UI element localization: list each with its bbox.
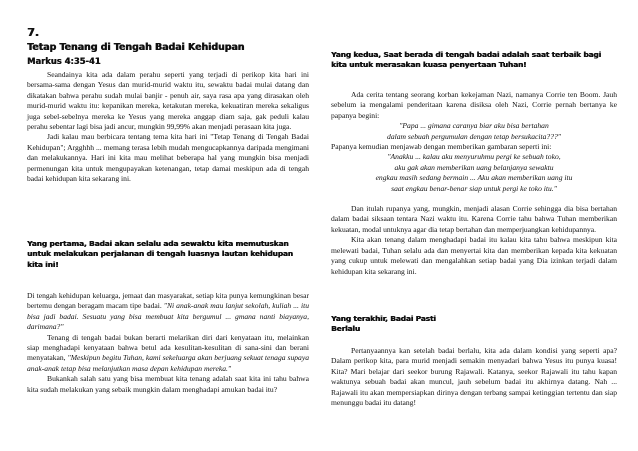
quote-2-line-2: aku gak akan memberikan uang belanjanya sewaktu <box>394 162 554 172</box>
subheading-first-block <box>27 239 309 270</box>
right-body-block <box>331 90 617 277</box>
final-block <box>331 346 617 408</box>
body-block <box>27 291 309 395</box>
subheading-second-block <box>331 50 617 71</box>
section-number: 7. <box>27 26 39 39</box>
paragraph-9: Kita akan tenang dalam menghadapi badai itu kalau kita tahu bahwa meskipun kita melewati badai, Tuhan selalu ada dan menyertai kita dan memberikan kepada kita kekuatan yang cukup untuk melewati dan mengalahkan setiap badai yang Dia izinkan terjadi dalam kehidupan kita sekarang ini. <box>331 235 617 276</box>
subheading-first: Yang pertama, Badai akan selalu ada sewaktu kita memutuskan untuk melakukan perjalanan di tengah luasnya lautan kehidupan kita ini! <box>27 239 293 269</box>
paragraph-4-quote: "Meskipun begitu Tuhan, kami sekeluarga akan berjuang sekuat tenaga supaya anak-anak tetap bisa melanjutkan masa depan kehidupan mereka." <box>27 353 309 373</box>
paragraph-2: Jadi kalau mau berbicara tentang tema kita hari ini "Tetap Tenang di Tengah Badai Kehidupan"; Argghhh ... memang terasa lebih mudah mengucapkannya daripada mengimani dan melakukannya. Hari ini kita mau melihat beberapa hal yang mungkin bisa menjadi permenungan kita untuk mengupayakan ketenangan, tetap damai meskipun ada di tengah badai kehidupan kita sekarang ini. <box>27 132 309 184</box>
paragraph-6: Ada cerita tentang seorang korban kekejaman Nazi, namanya Corrie ten Boom. Jauh sebelum ia mengalami penderitaan karena disiksa oleh Nazi, Corrie pernah bertanya ke papanya begini: <box>331 90 617 120</box>
paragraph-3-quote: "Ni anak-anak mau lanjut sekolah, kuliah ... itu bisa jadi badai. Sesuatu yang bisa membuat kita bergumul ... gmana nanti biayanya, darimana?" <box>27 301 309 332</box>
paragraph-7: Papanya kemudian menjawab dengan memberikan gambaran seperti ini: <box>331 142 552 152</box>
page-title: Tetap Tenang di Tengah Badai Kehidupan <box>27 42 245 53</box>
scripture-reference: Markus 4:35-41 <box>27 56 101 66</box>
paragraph-1: Seandainya kita ada dalam perahu seperti yang terjadi di perikop kita hari ini bersama-sama dengan Yesus dan murid-murid waktu itu, sewaktu badai mulai datang dan dikatakan bahwa perahu sudah mulai banjir - penuh air, saya rasa apa yang dirasakan oleh murid-murid waktu itu: kepanikan mereka, ketakutan mereka, kekuatiran mereka sekaligus juga sebel-sebelnya mereka ke Yesus yang mereka anggap diam saja, gak peduli kalau perahu sebentar lagi bisa jadi ancur, mungkin 99,99% akan menjadi perasaan kita juga. <box>27 70 309 132</box>
quote-1-line-1: "Papa ... gimana caranya biar aku bisa bertahan <box>399 121 549 131</box>
paragraph-10: Pertanyaannya kan setelah badai berlalu, kita ada dalam kondisi yang seperti apa? Dalam perikop kita, para murid menjadi semakin menyadari bahwa Yesus itu punya kuasa! Kita? Mari belajar dari seekor burung Rajawali. Katanya, seekor Rajawali itu tahu kapan waktunya sebuah badai akan muncul, jauh sebelum badai itu akhirnya datang. Nah ... Rajawali itu akan mempersiapkan dirinya dengan terbang sampai ketinggian tertentu dan siap menunggu badai itu datang! <box>331 346 617 408</box>
paragraph-4 <box>27 333 309 375</box>
subheading-third-block <box>331 314 617 335</box>
subheading-third: Yang terakhir, Badai Pasti Berlalu <box>331 314 436 334</box>
paragraph-4-text: Tenang di tengah badai bukan berarti melarikan diri dari kenyataan itu, melainkan siap menghadapi kenyataan bahwa betul ada kesulitan-kesulitan di sana-sini dan berani menyatakan, <box>27 332 309 363</box>
quote-1-line-2: dalam sebuah pergumulan dengan tetap bersukacita???" <box>387 131 561 141</box>
paragraph-3 <box>27 291 309 333</box>
paragraph-3-text: Di tengah kehidupan keluarga, jemaat dan masyarakat, setiap kita punya kemungkinan besar bertemu dengan beragam macam tipe badai. <box>27 291 309 311</box>
quote-2-line-3: engkau masih sedang bermain ... Aku akan memberikan uang itu <box>375 173 573 183</box>
quote-2-line-4: saat engkau benar-benar siap untuk pergi ke toko itu." <box>391 183 557 193</box>
paragraph-8: Dan itulah rupanya yang, mungkin, menjadi alasan Corrie sehingga dia bisa bertahan dalam badai siksaan tentara Nazi waktu itu. Karena Corrie tahu bahwa Tuhan memberikan kekuatan, modal untuknya agar dia tetap bertahan dan memperjuangkan kehidupannya. <box>331 204 617 234</box>
paragraph-5: Bukankah salah satu yang bisa membuat kita tenang adalah saat kita ini tahu bahwa kita sudah melakukan yang sebaik mungkin dalam menghadapi amukan badai itu? <box>27 374 309 394</box>
quote-2-line-1: "Anakku ... kalau aku menyuruhmu pergi ke sebuah toko, <box>387 152 561 162</box>
intro-block <box>27 70 309 184</box>
subheading-second: Yang kedua, Saat berada di tengah badai adalah saat terbaik bagi kita untuk merasakan kuasa penyertaan Tuhan! <box>331 50 601 70</box>
